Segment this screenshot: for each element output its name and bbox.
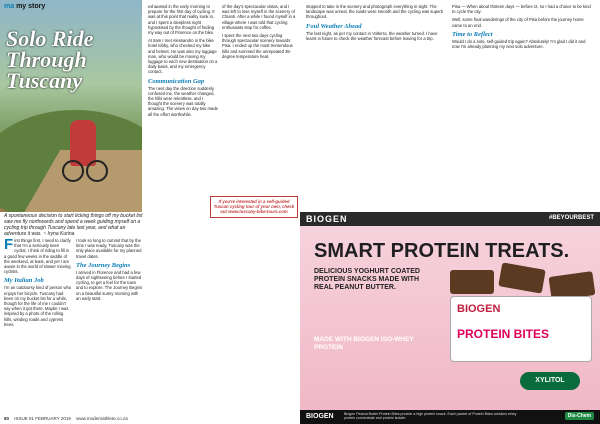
col4-para-2: I spent the next two days cycling through spectacular scenery towards Pisa. I ended up the most tremendous hills and summed the unrepeated 35-degree temperature heat. — [222, 33, 293, 59]
col4-para-1: of the day's spectacular vistas, and I was left to lose myself in the scenery of Chianti. After a while I found myself in a village where I was told that cycling enthusiasts stop for coffee. — [222, 4, 296, 30]
ad-bottom-bar — [300, 410, 600, 424]
issue-info: ISSUE 91 FEBRUARY 2019 — [14, 416, 71, 421]
subheading-journey: The Journey Begins — [76, 261, 131, 269]
section-tag-prefix: ma — [4, 3, 15, 10]
product-pack — [450, 296, 592, 362]
right-col2-para-2: Well, some final wanderings of the city of Pisa before the journey home came to an end. — [452, 17, 584, 28]
tour-callout: If you're interested in a self-guided Tuscan cycling tour of your own, check out www.tuscany-bike-tours.com — [210, 196, 298, 218]
ad-top-bar — [300, 212, 600, 226]
dischem-logo: Dis-Chem — [565, 412, 594, 420]
pack-brand: BIOGEN — [457, 303, 501, 315]
article-title: Solo Ride Through Tuscany — [6, 26, 94, 93]
right-col1-para-2: The last night, as per my contact in Volterra, the weather turned. I have learnt in future to check the weather forecast before leaving for a trip. — [306, 30, 438, 41]
subheading-communication: Communication Gap — [148, 77, 205, 85]
right-column-2 — [452, 4, 594, 208]
protein-bite — [450, 270, 494, 294]
col3-para-3: The next day the direction suddenly confused me, the weather changed, the hills were relentless, and I thought the scenery was totally amazing. The views on day two made all the effort worthwhile. — [148, 85, 218, 117]
col3-para-1: exhausted in the early morning to prepare for the first day of cycling. It was at this point that reality sunk in, and I spent a sleepless night hypnotised by the thought of finding my way out of Florence on the bike. — [148, 4, 215, 36]
article-caption: A spontaneous decision to start ticking things off my bucket list saw me fly northwards and spend a week guiding myself on a cycling trip through Tuscany late last year, and what an adventure it was. ~ Iryna Kurina — [4, 213, 143, 237]
biogen-advert — [300, 212, 600, 424]
subheading-italian-job: My Italian Job — [4, 277, 44, 285]
ad-headline: SMART PROTEIN TREATS. — [314, 240, 570, 262]
site-url: www.modernathlete.co.za — [76, 416, 128, 421]
col1-para-2: I'm an outdoorsy kind of person who enjoys her bicycle. Tuscany had been on my bucket list for a while, though for the life of me I couldn't say when it got there. Maybe I was inspired by a photo of the rolling hills, winding roads and cypress trees. — [4, 285, 72, 327]
pack-product: PROTEIN BITES — [457, 327, 550, 341]
hero-photo — [0, 0, 142, 212]
ad-hashtag: #BEYOURBEST — [548, 215, 594, 221]
subheading-reflect: Time to Reflect — [452, 30, 493, 38]
article-column-1 — [4, 238, 72, 408]
col2-para-2: I arrived in Florence and had a few days of sightseeing before I started cycling, to get a feel for the town and to explore. The Journey Begins on a beautiful sunny morning with an early start. — [76, 269, 143, 301]
page-number: 80 — [4, 416, 10, 421]
dropcap: F — [4, 238, 14, 253]
ad-body — [300, 226, 600, 410]
ad-fine-print: Biogen Peanut Butter Protein Bites provide a high protein snack. Each packet of Protein Bites contains whey protein concentrate and protein isolate. — [344, 412, 517, 421]
col3-para-2: At 8am I met Alessandro in the bike hotel lobby, who checked my bike and helmet. He was also my luggage man, who would be moving my luggage to each new destination on a daily basis, and my emergency contact. — [148, 38, 218, 75]
col1-para-1: irst things first, I need to clarify that I'm a seriously keen cyclist. I think of riding to fill in a good few weeks in the saddle of the weekend, at least, and yet I am aware in the world of slower moving cyclists. — [4, 238, 71, 275]
section-tag — [4, 3, 45, 10]
article-column-2 — [76, 238, 144, 408]
subheading-foul-weather: Foul Weather Ahead — [306, 22, 362, 30]
protein-bite — [498, 262, 545, 293]
ad-subline: DELICIOUS YOGHURT COATED PROTEIN SNACKS MADE WITH REAL PEANUT BUTTER. — [314, 268, 420, 291]
right-col1-para-1: stopped to take in the scenery and photograph everything in sight. The landscape was unreal, the roads were smooth and the cycling was superb throughout. — [306, 4, 444, 20]
right-col2-para-1: Pisa — When about thirteen days — before I2, so I had a choice to be kind to cycle the city. — [452, 4, 591, 15]
article-column-4 — [222, 4, 296, 194]
right-page — [300, 0, 600, 424]
ad-brand-logo: BIOGEN — [306, 214, 348, 224]
section-tag-suffix: my story — [14, 3, 46, 10]
ad-bottom-brand: BIOGEN — [306, 413, 334, 420]
right-column-1 — [306, 4, 446, 208]
bike-rear-wheel — [86, 160, 108, 182]
col2-para-1: I took so long to commit that by the time I was ready, Tuscany was the only place available for my planned travel dates. — [76, 238, 142, 259]
article-column-3 — [148, 4, 218, 408]
ad-made-with: MADE WITH BIOGEN ISO-WHEY PROTEIN — [314, 336, 414, 351]
right-col2-para-3: Would I do a solo, self-guided trip again? Absolutely! I'm glad I did it and now I'm already planning my next solo adventure. — [452, 38, 586, 50]
xylitol-badge: XYLITOL — [520, 372, 580, 390]
left-footer — [0, 414, 300, 424]
bike-front-wheel — [62, 160, 84, 182]
